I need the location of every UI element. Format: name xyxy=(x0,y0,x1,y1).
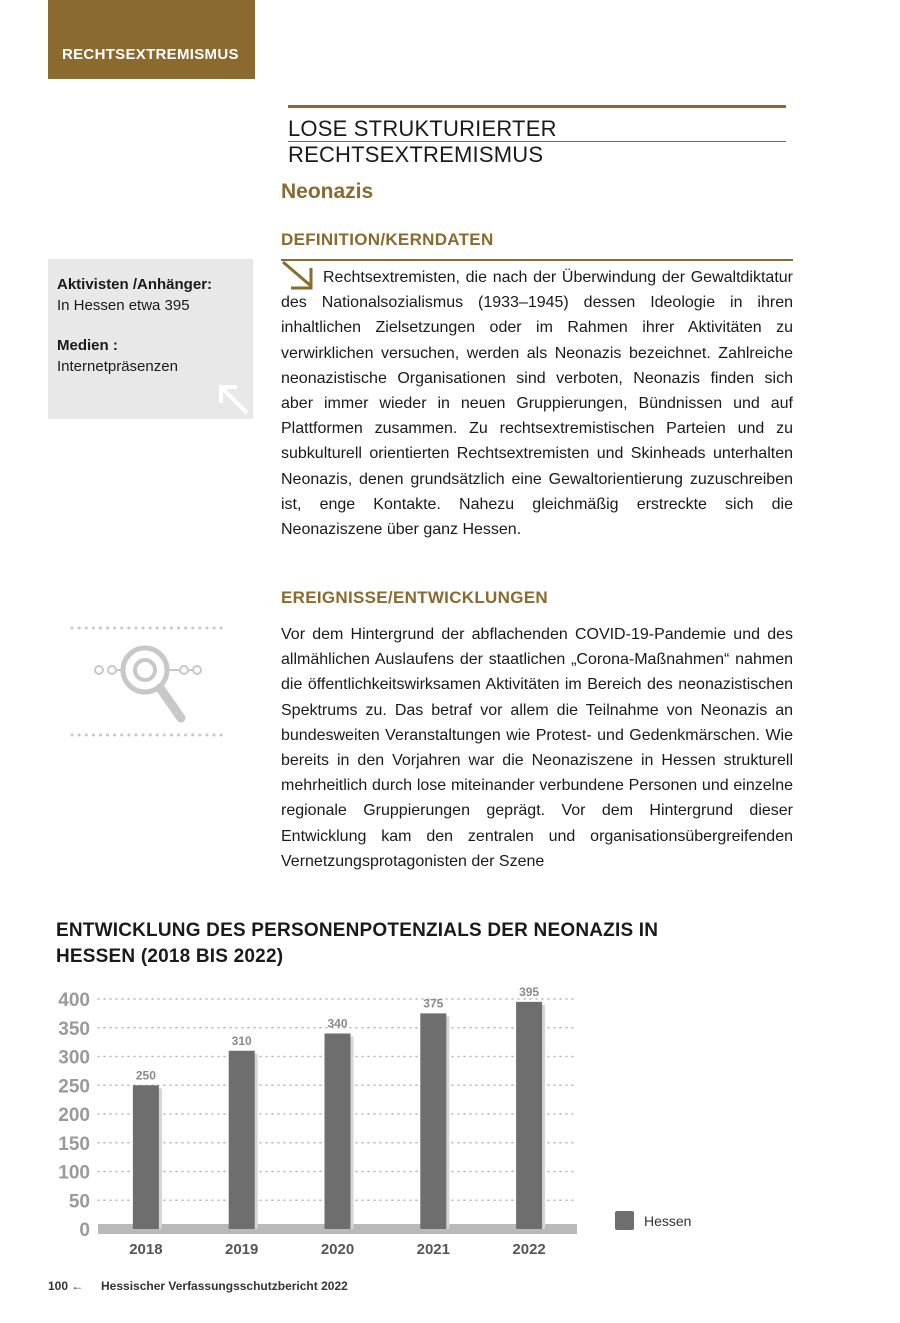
y-tick-label: 300 xyxy=(58,1047,90,1069)
definition-heading: DEFINITION/KERNDATEN xyxy=(281,230,494,249)
data-label: 395 xyxy=(519,984,540,999)
x-tick-label: 2019 xyxy=(225,1241,259,1258)
media-value: Internetpräsenzen xyxy=(57,358,178,375)
media-label: Medien : xyxy=(57,337,118,354)
events-heading: EREIGNISSE/ENTWICKLUNGEN xyxy=(281,588,548,607)
bar xyxy=(133,1085,159,1229)
definition-rule xyxy=(281,259,793,261)
magnifier-network-icon xyxy=(68,622,232,742)
data-label: 310 xyxy=(231,1033,252,1048)
section-title-bar xyxy=(288,105,786,167)
y-tick-label: 200 xyxy=(58,1105,90,1126)
y-tick-label: 150 xyxy=(58,1133,90,1155)
data-label: 250 xyxy=(135,1068,156,1083)
activists-label: Aktivisten /Anhänger: xyxy=(57,276,213,293)
y-tick-label: 400 xyxy=(58,990,90,1011)
y-tick-label: 0 xyxy=(79,1220,90,1241)
y-tick-label: 350 xyxy=(58,1018,90,1040)
x-tick-label: 2018 xyxy=(129,1241,163,1258)
y-tick-label: 250 xyxy=(58,1076,90,1098)
activists-value: In Hessen etwa 395 xyxy=(57,297,190,314)
publication-title: Hessischer Verfassungsschutzbericht 2022 xyxy=(101,1279,348,1293)
x-tick-label: 2021 xyxy=(416,1241,450,1258)
legend-label: Hessen xyxy=(644,1213,692,1229)
key-facts-box xyxy=(48,259,253,419)
bar xyxy=(516,1002,542,1229)
bar xyxy=(325,1034,351,1230)
y-tick-label: 100 xyxy=(58,1162,90,1184)
bar-chart xyxy=(40,975,720,1265)
bar xyxy=(229,1051,255,1229)
arrow-up-left-icon xyxy=(215,381,251,417)
bar xyxy=(420,1013,446,1229)
section-tab-label: RECHTSEXTREMISMUS xyxy=(62,46,239,63)
legend-swatch xyxy=(615,1211,634,1230)
definition-text: Rechtsextremisten, die nach der Überwindung der Gewaltdiktatur des Nationalsozialismus (1933–1945) dessen Ideologie in ihren inhaltlichen Zielsetzungen oder im Rahmen ihrer Aktivitäten zu verwirklichen versuchen, werden als Neonazis bezeichnet. Zahlreiche neonazistische Organisationen sind verboten, Neonazis finden sich aber immer wieder in neuen Gruppierungen, Bündnissen und auf Plattformen zusammen. Zu rechtsextremistischen Parteien und zu subkulturell orientierten Rechtsextremisten und Skinheads unterhalten Neonazis, denen grundsätzlich eine Gewaltorientierung zuzuschreiben ist, enge Kontakte. Nahezu gleichmäßig erstreckte sich die Neonaziszene über ganz Hessen. xyxy=(281,269,793,539)
x-tick-label: 2022 xyxy=(512,1241,546,1258)
x-tick-label: 2020 xyxy=(320,1241,355,1258)
events-text: Vor dem Hintergrund der abflachenden COVID-19-Pandemie und des allmählichen Auslaufens der staatlichen „Corona-Maßnahmen“ nahmen die öffentlichkeitswirksamen Aktivitäten im Bereich des neonazistischen Spektrums zu. Das betraf vor allem die Teilnahme von Neonazis an bundesweiten Veranstaltungen wie Protest- und Gedenkmärschen. Wie bereits in den Vorjahren war die Neonaziszene in Hessen strukturell mehrheitlich durch lose miteinander verbundene Personen und einzelne regionale Gruppierungen geprägt. Vor dem Hintergrund dieser Entwicklung kam den zentralen und organisationsübergreifenden Vernetzungsprotagonisten der Szene xyxy=(281,626,793,870)
section-title: LOSE STRUKTURIERTER RECHTSEXTREMISMUS xyxy=(288,116,557,167)
data-label: 340 xyxy=(327,1016,348,1031)
y-tick-label: 50 xyxy=(68,1191,90,1213)
page-number: 100 ← xyxy=(48,1279,84,1293)
data-label: 375 xyxy=(423,996,444,1011)
chart-title: ENTWICKLUNG DES PERSONENPOTENZIALS DER NEONAZIS IN HESSEN (2018 BIS 2022) xyxy=(56,920,659,967)
section-tab xyxy=(48,0,255,79)
page-subtitle: Neonazis xyxy=(281,180,374,203)
